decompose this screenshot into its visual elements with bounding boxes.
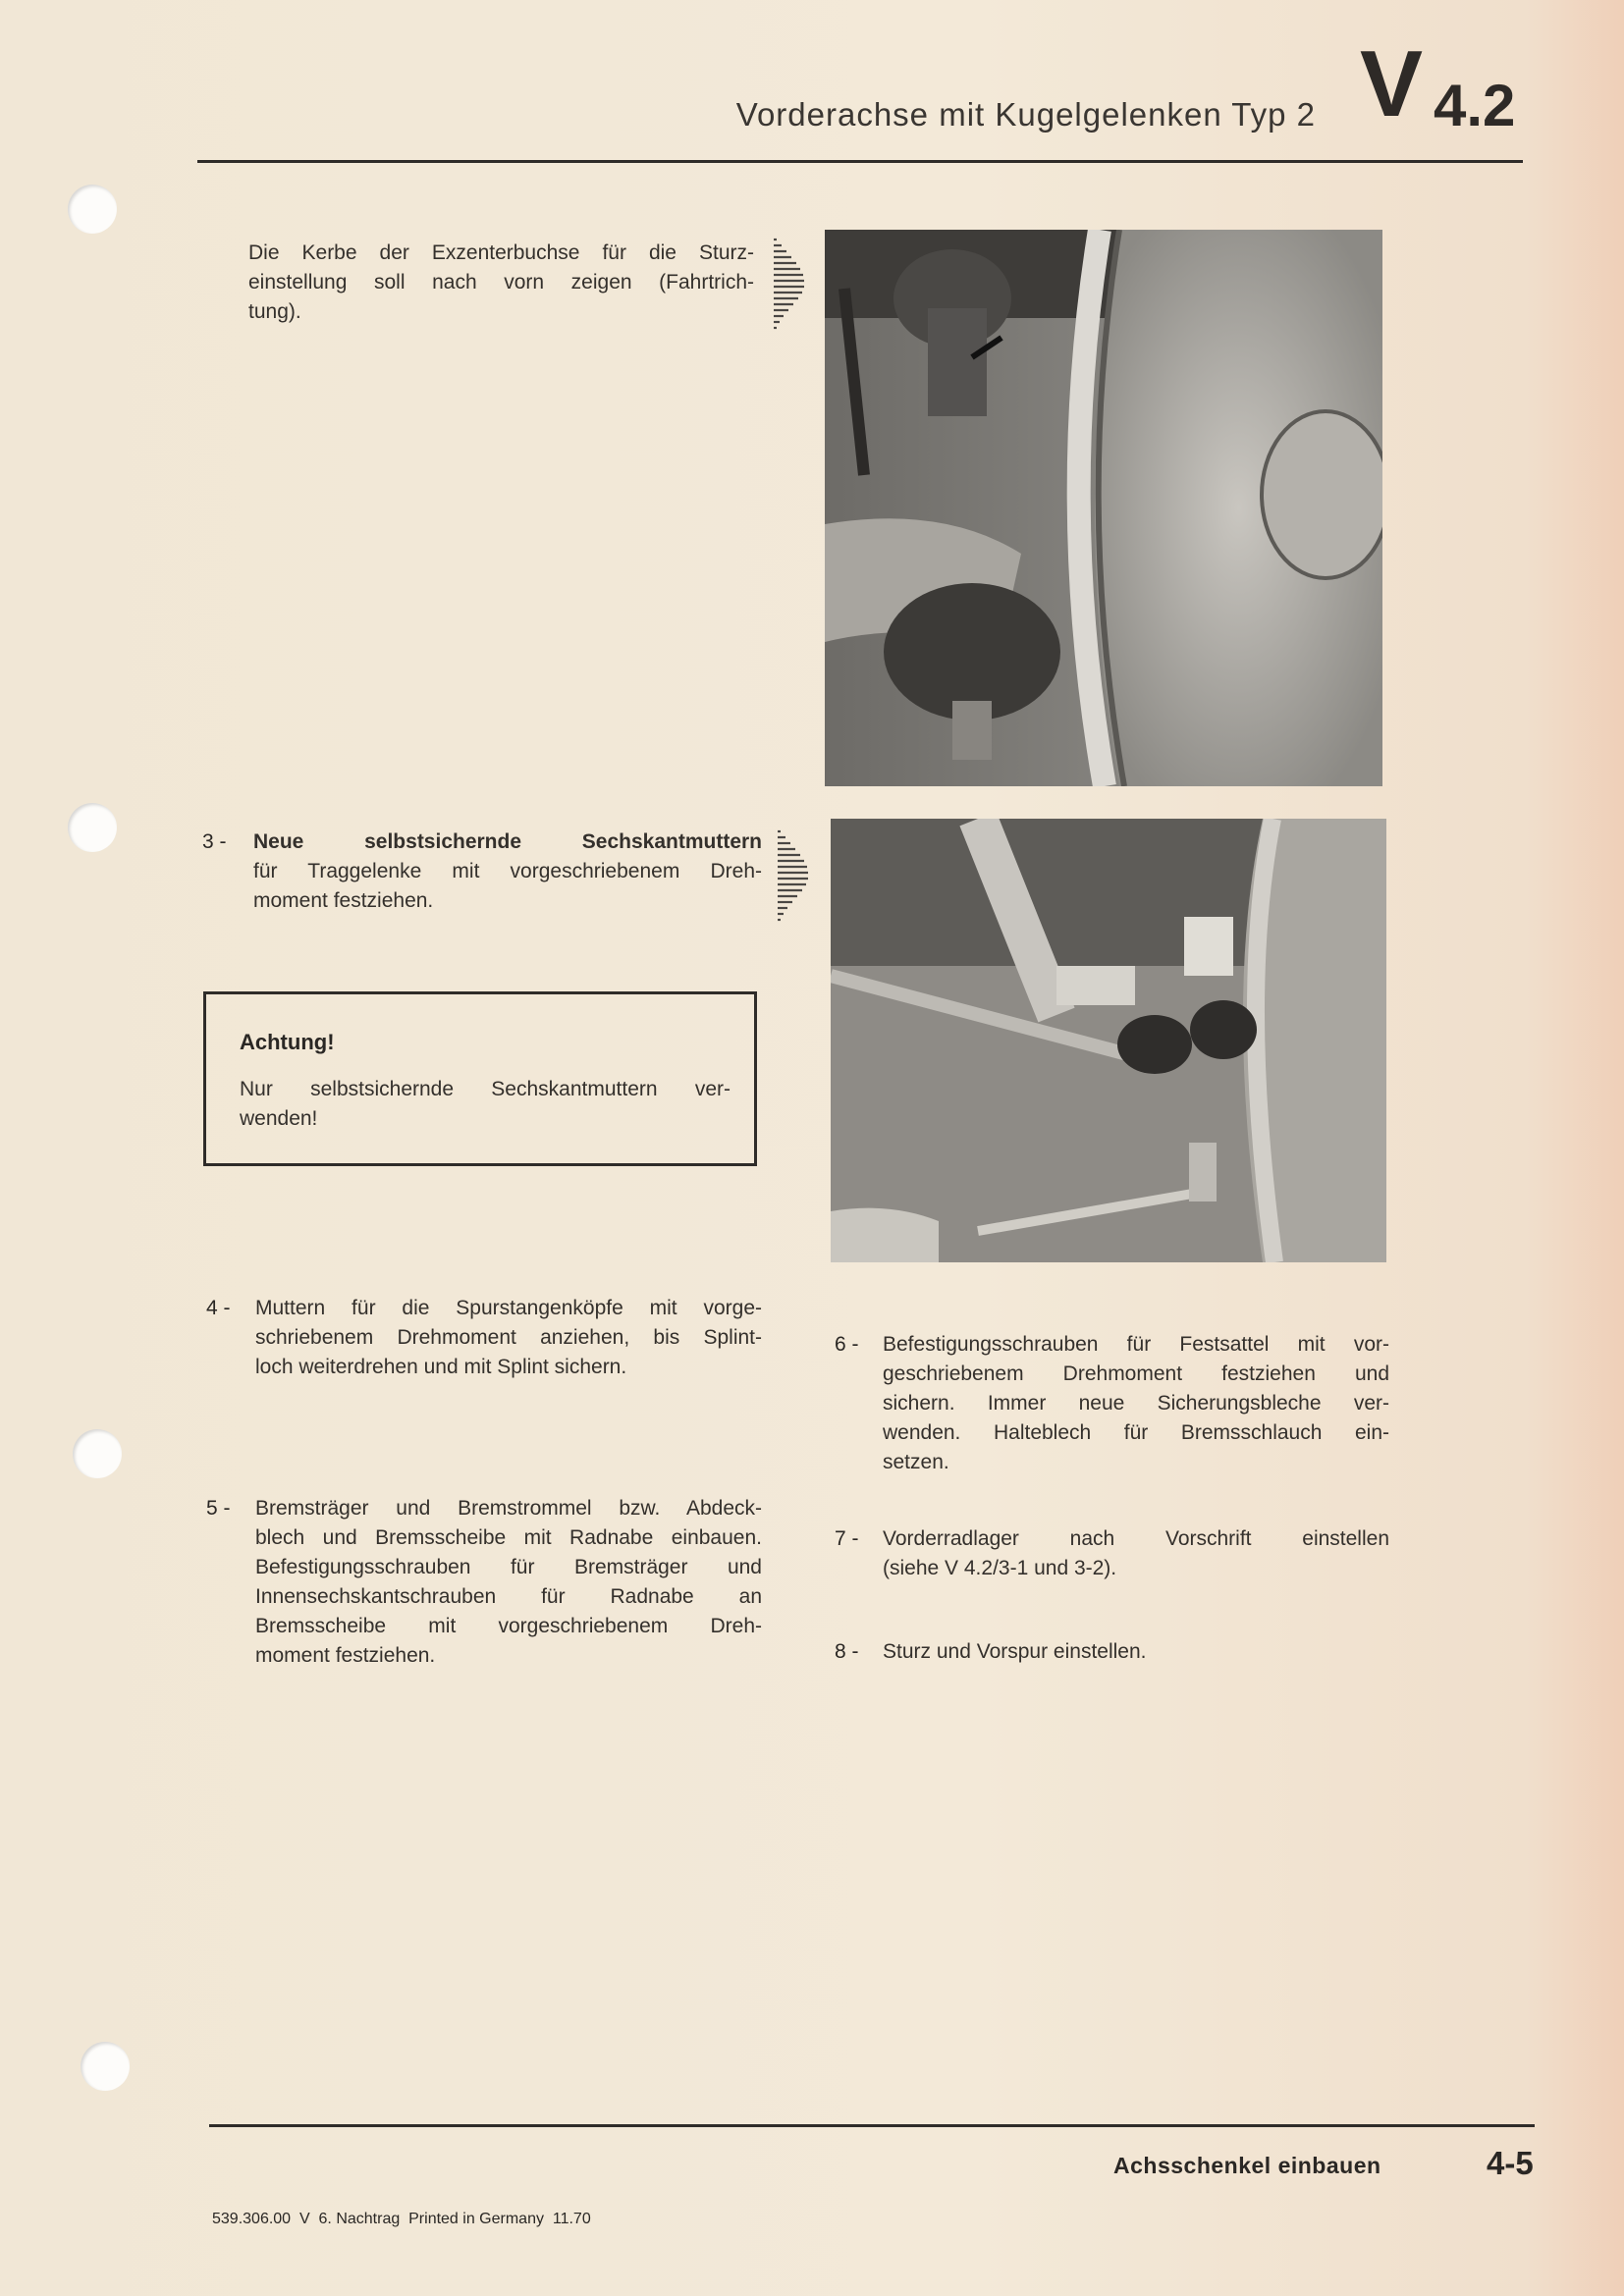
step-7-text	[883, 1524, 1389, 1583]
page-number: 4-5	[1487, 2145, 1534, 2181]
footer-rule	[209, 2124, 1535, 2127]
text-line: wenden. Halteblech für Bremsschlauch ein-	[883, 1421, 1389, 1444]
text-line: Vorderradlager nach Vorschrift einstellen	[883, 1527, 1389, 1550]
arrow-right-icon	[776, 828, 809, 930]
punch-hole	[68, 803, 117, 852]
text-line: einstellung soll nach vorn zeigen (Fahrtrich-	[248, 271, 754, 294]
chapter-title: Achsschenkel einbauen	[1113, 2153, 1381, 2178]
step-number: 7 -	[835, 1527, 859, 1550]
punch-hole	[73, 1429, 122, 1478]
warning-text	[240, 1075, 731, 1134]
step-number: 3 -	[202, 830, 227, 853]
photo-torque-wrench	[831, 819, 1386, 1262]
text-line: Nur selbstsichernde Sechskantmuttern ver-	[240, 1078, 731, 1100]
warning-title: Achtung!	[240, 1030, 335, 1054]
imprint: 539.306.00 V 6. Nachtrag Printed in Germany 11.70	[212, 2211, 591, 2227]
text-line: Muttern für die Spurstangenköpfe mit vorge-	[255, 1297, 762, 1319]
section-letter: V	[1360, 31, 1424, 136]
punch-hole	[81, 2042, 130, 2091]
text-line: geschriebenem Drehmoment festziehen und	[883, 1362, 1389, 1385]
header-rule	[197, 160, 1523, 163]
intro-text	[248, 239, 754, 327]
text-line: Bremsscheibe mit vorgeschriebenem Dreh-	[255, 1615, 762, 1637]
step-number: 4 -	[206, 1297, 231, 1319]
text-line: tung).	[248, 300, 301, 323]
text-line: Befestigungsschrauben für Bremsträger und	[255, 1556, 762, 1578]
warning-box	[203, 991, 757, 1166]
page-title: Vorderachse mit Kugelgelenken Typ 2	[735, 96, 1316, 133]
text-line: für Traggelenke mit vorgeschriebenem Dreh-	[253, 860, 762, 882]
text-line: Innensechskantschrauben für Radnabe an	[255, 1585, 762, 1608]
step-number: 5 -	[206, 1497, 231, 1520]
arrow-right-icon	[772, 236, 805, 338]
text-line: setzen.	[883, 1451, 949, 1473]
punch-hole	[68, 185, 117, 234]
text-line: Bremsträger und Bremstrommel bzw. Abdeck-	[255, 1497, 762, 1520]
text-line: wenden!	[240, 1107, 318, 1130]
text-line: Die Kerbe der Exzenterbuchse für die Sturz-	[248, 241, 754, 264]
text-line: moment festziehen.	[255, 1644, 436, 1667]
text-line: schriebenem Drehmoment anziehen, bis Splint-	[255, 1326, 762, 1349]
text-line: (siehe V 4.2/3-1 und 3-2).	[883, 1557, 1117, 1579]
text-line: Sturz und Vorspur einstellen.	[883, 1640, 1147, 1663]
step-number: 8 -	[835, 1640, 859, 1663]
step-8-text	[883, 1637, 1389, 1667]
step-3-text	[253, 828, 762, 916]
text-line: moment festziehen.	[253, 889, 434, 912]
step-6-text	[883, 1330, 1389, 1477]
photo-eccentric-bushing	[825, 230, 1382, 786]
step-number: 6 -	[835, 1333, 859, 1356]
text-line: Befestigungsschrauben für Festsattel mit vor-	[883, 1333, 1389, 1356]
text-line: loch weiterdrehen und mit Splint sichern.	[255, 1356, 627, 1378]
text-line: blech und Bremsscheibe mit Radnabe einbauen.	[255, 1526, 762, 1549]
step-4-text	[255, 1294, 762, 1382]
step-5-text	[255, 1494, 762, 1671]
section-number: 4.2	[1434, 73, 1516, 138]
step-3-bold-heading: Neue selbstsichernde Sechskantmuttern	[253, 830, 762, 853]
text-line: sichern. Immer neue Sicherungsbleche ver-	[883, 1392, 1389, 1415]
